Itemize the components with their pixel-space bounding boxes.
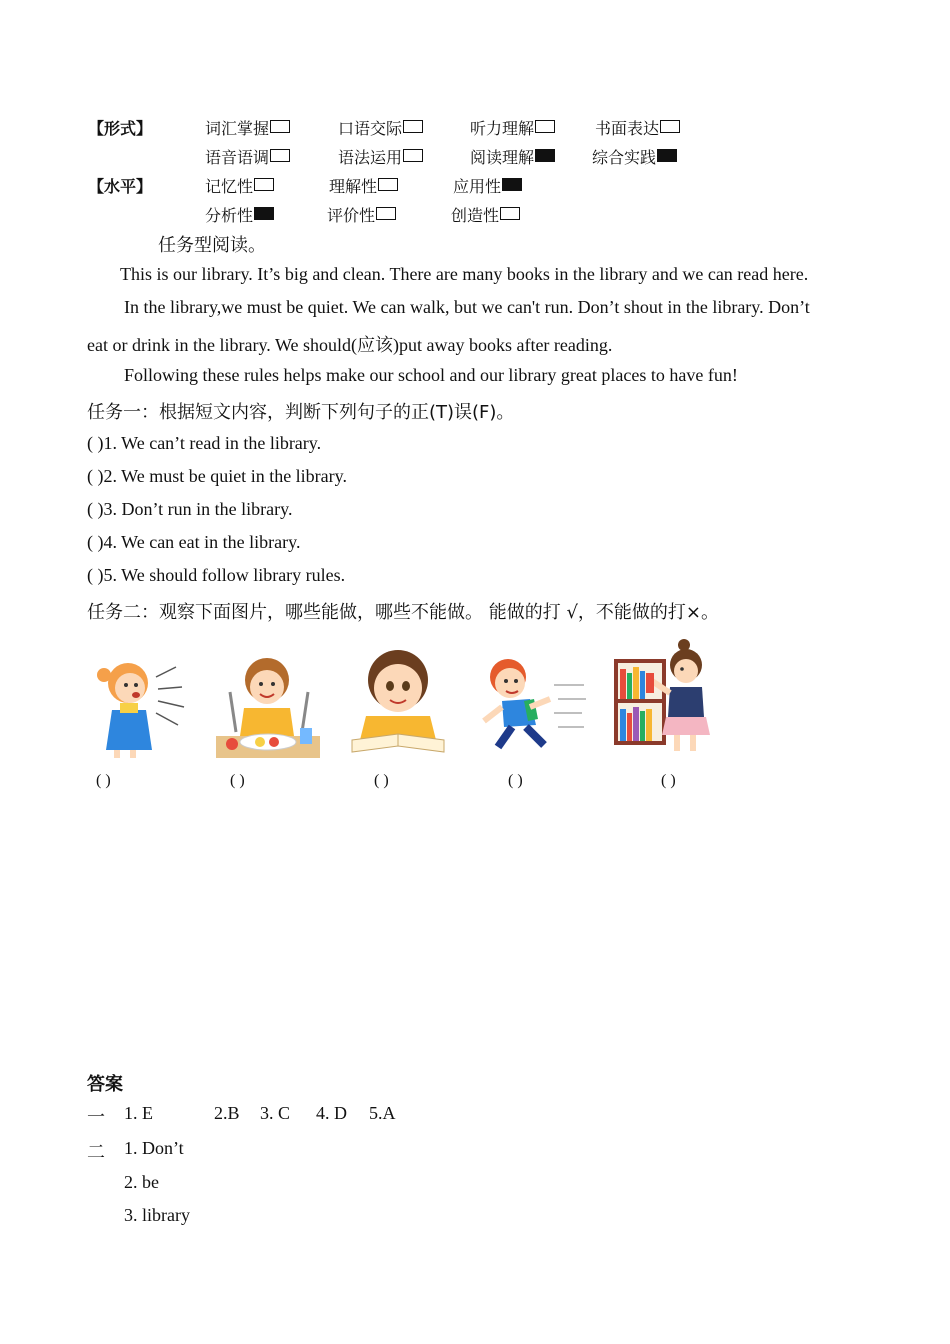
form-label: 【形式】 [88, 119, 153, 138]
checkbox-creation[interactable] [500, 207, 520, 220]
checkbox-vocabulary[interactable] [270, 120, 290, 133]
boy-reading-image [346, 640, 450, 756]
task1-item[interactable]: ( )4. We can eat in the library. [87, 532, 301, 552]
answer-blank-1[interactable]: ( ) [96, 772, 111, 789]
answer-item: 2.B [214, 1103, 240, 1123]
tag-pronunciation: 语音语调 [205, 145, 290, 168]
boy-running-image [474, 655, 588, 759]
task2-title: 任务二：观察下面图片，哪些能做，哪些不能做。 能做的打 √，不能做的打×。 [87, 602, 719, 623]
passage-paragraph-2-line-2: eat or drink in the library. We should(应该)put away books after reading. [87, 335, 613, 355]
tag-reading: 阅读理解 [470, 145, 555, 168]
checkbox-writing[interactable] [660, 120, 680, 133]
boy-eating-image [212, 652, 324, 760]
checkbox-practice[interactable] [657, 149, 677, 162]
answer-item: 5.A [369, 1103, 396, 1123]
answer-blank-4[interactable]: ( ) [508, 772, 523, 789]
answers-section-2-mark: 二 [87, 1142, 105, 1163]
answers-heading: 答案 [87, 1074, 123, 1095]
task1-title: 任务一：根据短文内容，判断下列句子的正(T)误(F)。 [87, 402, 515, 423]
tag-listening: 听力理解 [470, 116, 555, 139]
answer-item: 3. C [260, 1103, 291, 1123]
tag-analysis: 分析性 [205, 203, 274, 226]
task1-item[interactable]: ( )5. We should follow library rules. [87, 565, 346, 585]
answer-item: 1. Don’t [124, 1138, 184, 1158]
checkbox-grammar[interactable] [403, 149, 423, 162]
passage-paragraph-3: Following these rules helps make our school and our library great places to have fun! [124, 365, 738, 385]
task1-item[interactable]: ( )1. We can’t read in the library. [87, 433, 322, 453]
checkbox-understanding[interactable] [378, 178, 398, 191]
answer-item: 1. E [124, 1103, 153, 1123]
checkbox-reading[interactable] [535, 149, 555, 162]
answers-section-1-mark: 一 [87, 1107, 105, 1128]
tag-practice: 综合实践 [592, 145, 677, 168]
tag-understanding: 理解性 [329, 174, 398, 197]
tag-vocabulary: 词汇掌握 [205, 116, 290, 139]
task1-item[interactable]: ( )3. Don’t run in the library. [87, 499, 293, 519]
passage-paragraph-1: This is our library. It’s big and clean. There are many books in the library and we can read here. [120, 264, 809, 284]
tag-evaluation: 评价性 [327, 203, 396, 226]
answer-blank-2[interactable]: ( ) [230, 772, 245, 789]
checkbox-listening[interactable] [535, 120, 555, 133]
answer-item: 3. library [124, 1205, 190, 1225]
tag-creation: 创造性 [451, 203, 520, 226]
tag-speaking: 口语交际 [338, 116, 423, 139]
checkbox-analysis[interactable] [254, 207, 274, 220]
checkbox-evaluation[interactable] [376, 207, 396, 220]
task1-item[interactable]: ( )2. We must be quiet in the library. [87, 466, 347, 486]
checkbox-speaking[interactable] [403, 120, 423, 133]
answer-item: 4. D [316, 1103, 347, 1123]
checkbox-memory[interactable] [254, 178, 274, 191]
checkbox-application[interactable] [502, 178, 522, 191]
section-title: 任务型阅读。 [158, 235, 266, 256]
passage-paragraph-2-line-1: In the library,we must be quiet. We can walk, but we can't run. Don’t shout in the library. Don’t [124, 297, 810, 317]
tag-memory: 记忆性 [205, 174, 274, 197]
checkbox-pronunciation[interactable] [270, 149, 290, 162]
tag-grammar: 语法运用 [338, 145, 423, 168]
answer-item: 2. be [124, 1172, 159, 1192]
tag-writing: 书面表达 [595, 116, 680, 139]
tag-application: 应用性 [453, 174, 522, 197]
answer-blank-3[interactable]: ( ) [374, 772, 389, 789]
girl-shouting-image [90, 655, 194, 760]
level-label: 【水平】 [88, 177, 153, 196]
answer-blank-5[interactable]: ( ) [661, 772, 676, 789]
girl-putting-books-image [612, 637, 720, 759]
